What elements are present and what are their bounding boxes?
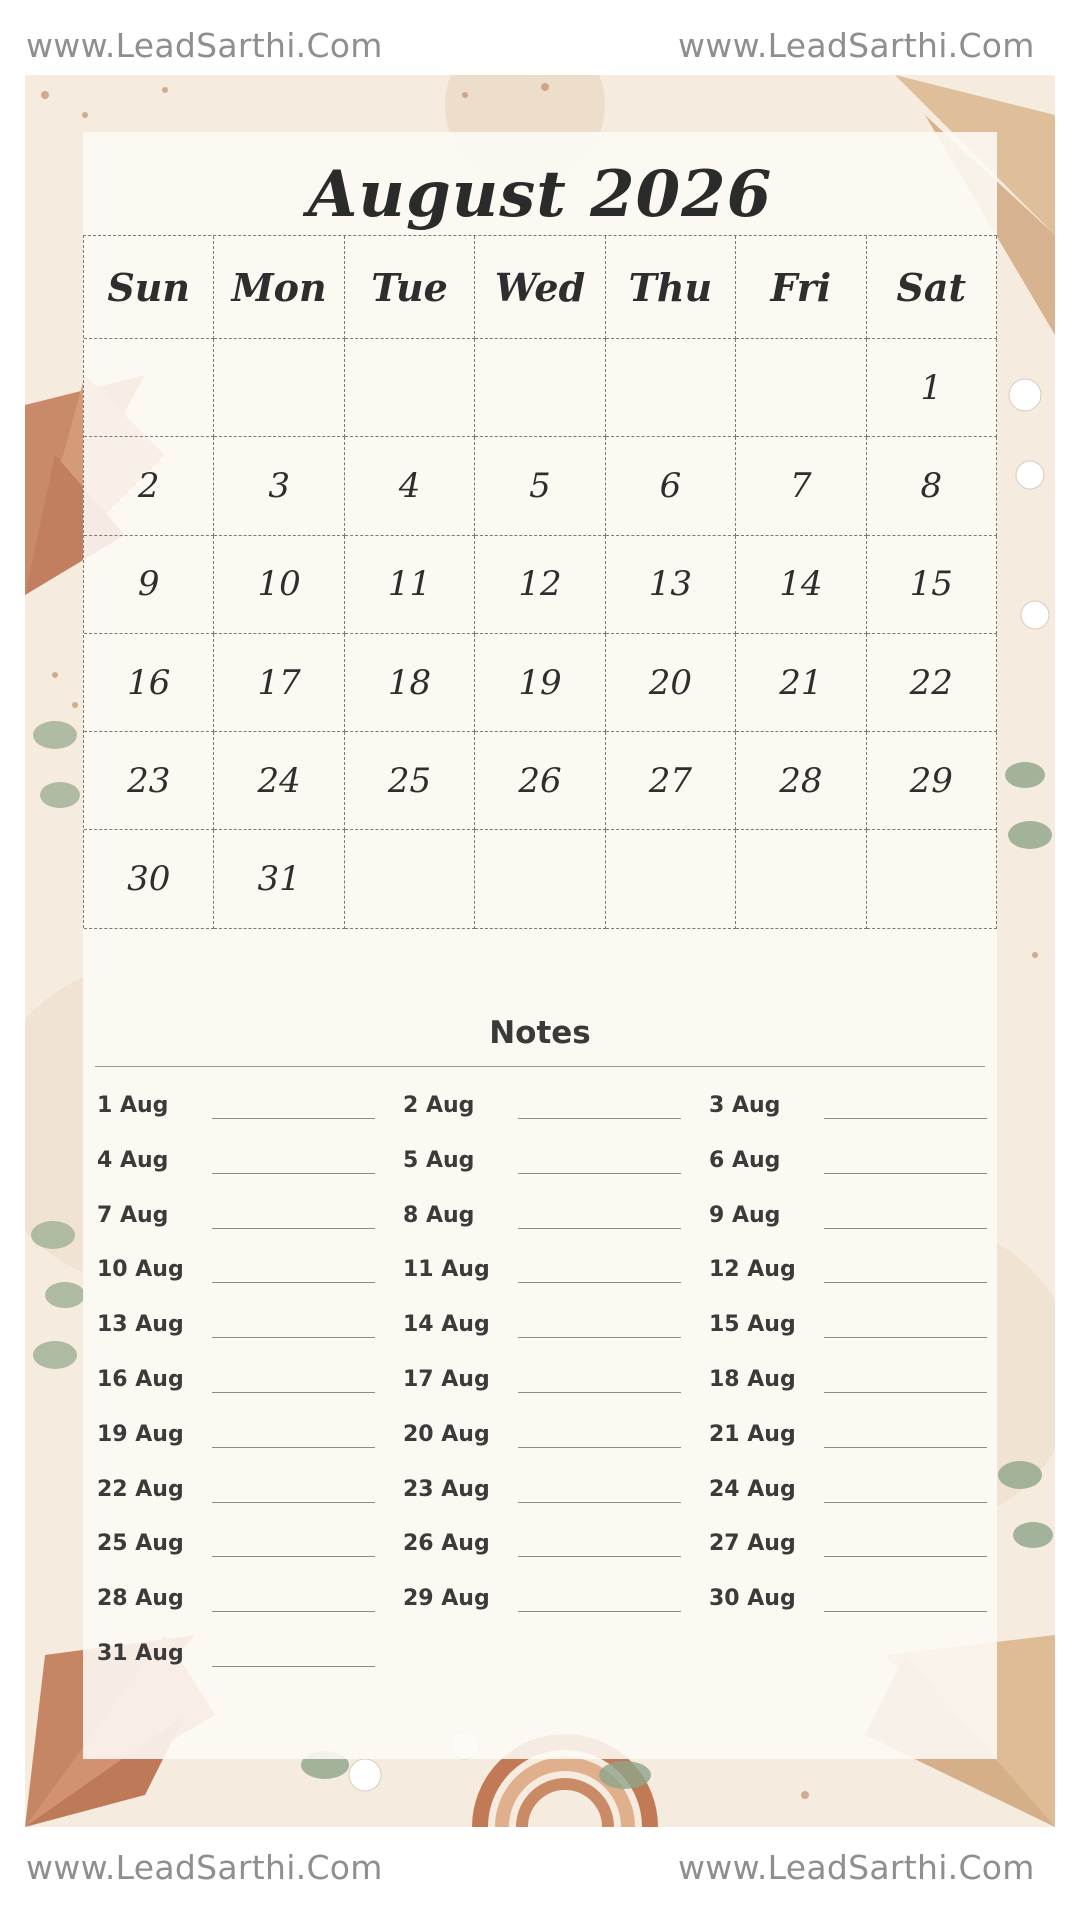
weekday-header: Wed bbox=[475, 236, 605, 339]
weekday-header: Mon bbox=[214, 236, 344, 339]
note-date-label: 1 Aug bbox=[97, 1093, 169, 1118]
note-writing-line[interactable] bbox=[518, 1282, 681, 1283]
note-writing-line[interactable] bbox=[824, 1392, 987, 1393]
note-date-label: 30 Aug bbox=[709, 1586, 796, 1612]
note-date-label: 22 Aug bbox=[97, 1476, 184, 1502]
day-cell: 24 bbox=[214, 732, 344, 830]
day-cell: 13 bbox=[606, 536, 736, 634]
notes-divider bbox=[95, 1066, 985, 1067]
day-cell: 29 bbox=[867, 732, 997, 830]
note-writing-line[interactable] bbox=[824, 1337, 987, 1338]
watermark-bottom-left: www.LeadSarthi.Com bbox=[26, 1848, 383, 1887]
weekday-header: Sat bbox=[867, 236, 997, 339]
day-cell: 25 bbox=[345, 732, 475, 830]
day-cell: 7 bbox=[736, 437, 866, 535]
note-entry bbox=[709, 1093, 1009, 1133]
day-cell: 23 bbox=[84, 732, 214, 830]
note-writing-line[interactable] bbox=[212, 1282, 375, 1283]
note-entry bbox=[97, 1641, 397, 1681]
note-entry bbox=[709, 1203, 1009, 1243]
note-entry bbox=[709, 1531, 1009, 1571]
note-entry bbox=[97, 1477, 397, 1517]
day-cell: 10 bbox=[214, 536, 344, 634]
calendar-poster bbox=[25, 75, 1055, 1827]
day-cell bbox=[606, 830, 736, 928]
day-cell: 15 bbox=[867, 536, 997, 634]
day-cell: 20 bbox=[606, 634, 736, 732]
note-date-label: 20 Aug bbox=[403, 1421, 490, 1447]
note-writing-line[interactable] bbox=[518, 1392, 681, 1393]
note-date-label: 13 Aug bbox=[97, 1312, 184, 1338]
note-date-label: 9 Aug bbox=[709, 1202, 781, 1228]
note-writing-line[interactable] bbox=[518, 1447, 681, 1448]
weekday-header: Sun bbox=[84, 236, 214, 339]
note-writing-line[interactable] bbox=[824, 1447, 987, 1448]
note-writing-line[interactable] bbox=[518, 1556, 681, 1557]
note-date-label: 11 Aug bbox=[403, 1257, 490, 1283]
note-writing-line[interactable] bbox=[518, 1118, 681, 1119]
notes-title: Notes bbox=[489, 1015, 591, 1051]
calendar-grid bbox=[83, 235, 997, 928]
note-date-label: 26 Aug bbox=[403, 1531, 490, 1557]
note-date-label: 18 Aug bbox=[709, 1367, 796, 1392]
day-cell bbox=[736, 339, 866, 437]
note-entry bbox=[403, 1093, 703, 1133]
note-entry bbox=[97, 1148, 397, 1188]
day-cell: 3 bbox=[214, 437, 344, 535]
note-writing-line[interactable] bbox=[212, 1666, 375, 1667]
note-entry bbox=[403, 1257, 703, 1297]
note-date-label: 4 Aug bbox=[97, 1147, 169, 1173]
note-date-label: 7 Aug bbox=[97, 1202, 169, 1228]
note-date-label: 10 Aug bbox=[97, 1257, 184, 1283]
note-date-label: 15 Aug bbox=[709, 1312, 796, 1338]
note-writing-line[interactable] bbox=[212, 1392, 375, 1393]
day-cell: 28 bbox=[736, 732, 866, 830]
day-cell bbox=[84, 339, 214, 437]
note-entry bbox=[709, 1477, 1009, 1517]
day-cell: 1 bbox=[867, 339, 997, 437]
note-entry bbox=[97, 1257, 397, 1297]
note-entry bbox=[403, 1312, 703, 1352]
note-writing-line[interactable] bbox=[824, 1556, 987, 1557]
note-entry bbox=[403, 1367, 703, 1407]
note-entry bbox=[403, 1422, 703, 1462]
note-entry bbox=[97, 1367, 397, 1407]
note-date-label: 24 Aug bbox=[709, 1476, 796, 1502]
note-writing-line[interactable] bbox=[824, 1502, 987, 1503]
note-date-label: 14 Aug bbox=[403, 1312, 490, 1338]
note-date-label: 8 Aug bbox=[403, 1202, 475, 1228]
note-entry bbox=[709, 1312, 1009, 1352]
day-cell: 18 bbox=[345, 634, 475, 732]
note-entry bbox=[97, 1531, 397, 1571]
note-entry bbox=[403, 1477, 703, 1517]
day-cell bbox=[475, 830, 605, 928]
note-entry bbox=[709, 1586, 1009, 1626]
watermark-top-left: www.LeadSarthi.Com bbox=[26, 26, 383, 65]
note-writing-line[interactable] bbox=[212, 1611, 375, 1612]
note-entry bbox=[403, 1531, 703, 1571]
day-cell: 12 bbox=[475, 536, 605, 634]
day-cell: 16 bbox=[84, 634, 214, 732]
day-cell bbox=[475, 339, 605, 437]
note-date-label: 21 Aug bbox=[709, 1421, 796, 1447]
day-cell: 6 bbox=[606, 437, 736, 535]
note-writing-line[interactable] bbox=[824, 1282, 987, 1283]
note-writing-line[interactable] bbox=[518, 1611, 681, 1612]
note-date-label: 17 Aug bbox=[403, 1367, 490, 1392]
day-cell: 11 bbox=[345, 536, 475, 634]
note-entry bbox=[97, 1422, 397, 1462]
day-cell: 21 bbox=[736, 634, 866, 732]
watermark-top-right: www.LeadSarthi.Com bbox=[678, 26, 1035, 65]
note-writing-line[interactable] bbox=[212, 1447, 375, 1448]
note-writing-line[interactable] bbox=[212, 1173, 375, 1174]
weekday-header: Thu bbox=[606, 236, 736, 339]
note-entry bbox=[709, 1148, 1009, 1188]
day-cell bbox=[867, 830, 997, 928]
note-writing-line[interactable] bbox=[824, 1228, 987, 1229]
day-cell bbox=[606, 339, 736, 437]
note-entry bbox=[403, 1586, 703, 1626]
note-entry bbox=[403, 1203, 703, 1243]
day-cell: 22 bbox=[867, 634, 997, 732]
day-cell: 26 bbox=[475, 732, 605, 830]
day-cell: 9 bbox=[84, 536, 214, 634]
note-date-label: 28 Aug bbox=[97, 1586, 184, 1612]
note-writing-line[interactable] bbox=[518, 1228, 681, 1229]
note-date-label: 5 Aug bbox=[403, 1147, 475, 1173]
day-cell: 17 bbox=[214, 634, 344, 732]
day-cell bbox=[214, 339, 344, 437]
note-writing-line[interactable] bbox=[212, 1228, 375, 1229]
note-date-label: 27 Aug bbox=[709, 1531, 796, 1557]
note-date-label: 19 Aug bbox=[97, 1421, 184, 1447]
day-cell: 2 bbox=[84, 437, 214, 535]
watermark-bottom-right: www.LeadSarthi.Com bbox=[678, 1848, 1035, 1887]
day-cell bbox=[345, 830, 475, 928]
note-writing-line[interactable] bbox=[824, 1173, 987, 1174]
note-date-label: 3 Aug bbox=[709, 1093, 781, 1118]
note-date-label: 2 Aug bbox=[403, 1093, 475, 1118]
note-writing-line[interactable] bbox=[518, 1337, 681, 1338]
note-date-label: 6 Aug bbox=[709, 1147, 781, 1173]
note-writing-line[interactable] bbox=[212, 1556, 375, 1557]
day-cell: 19 bbox=[475, 634, 605, 732]
day-cell: 14 bbox=[736, 536, 866, 634]
weekday-header: Fri bbox=[736, 236, 866, 339]
day-cell: 4 bbox=[345, 437, 475, 535]
note-date-label: 23 Aug bbox=[403, 1476, 490, 1502]
note-writing-line[interactable] bbox=[518, 1502, 681, 1503]
note-entry bbox=[709, 1257, 1009, 1297]
note-date-label: 31 Aug bbox=[97, 1641, 184, 1666]
note-entry bbox=[709, 1422, 1009, 1462]
day-cell bbox=[736, 830, 866, 928]
note-entry bbox=[97, 1586, 397, 1626]
note-date-label: 25 Aug bbox=[97, 1531, 184, 1557]
day-cell: 30 bbox=[84, 830, 214, 928]
note-entry bbox=[97, 1093, 397, 1133]
note-entry bbox=[97, 1203, 397, 1243]
day-cell: 8 bbox=[867, 437, 997, 535]
note-writing-line[interactable] bbox=[212, 1502, 375, 1503]
note-entry bbox=[709, 1367, 1009, 1407]
note-entry bbox=[403, 1148, 703, 1188]
day-cell: 31 bbox=[214, 830, 344, 928]
note-entry bbox=[97, 1312, 397, 1352]
month-title: August 2026 bbox=[307, 157, 773, 232]
day-cell: 5 bbox=[475, 437, 605, 535]
note-writing-line[interactable] bbox=[212, 1118, 375, 1119]
note-writing-line[interactable] bbox=[212, 1337, 375, 1338]
note-writing-line[interactable] bbox=[824, 1611, 987, 1612]
weekday-header: Tue bbox=[345, 236, 475, 339]
note-date-label: 12 Aug bbox=[709, 1257, 796, 1283]
note-writing-line[interactable] bbox=[518, 1173, 681, 1174]
note-date-label: 29 Aug bbox=[403, 1586, 490, 1612]
day-cell: 27 bbox=[606, 732, 736, 830]
note-date-label: 16 Aug bbox=[97, 1367, 184, 1392]
note-writing-line[interactable] bbox=[824, 1118, 987, 1119]
day-cell bbox=[345, 339, 475, 437]
